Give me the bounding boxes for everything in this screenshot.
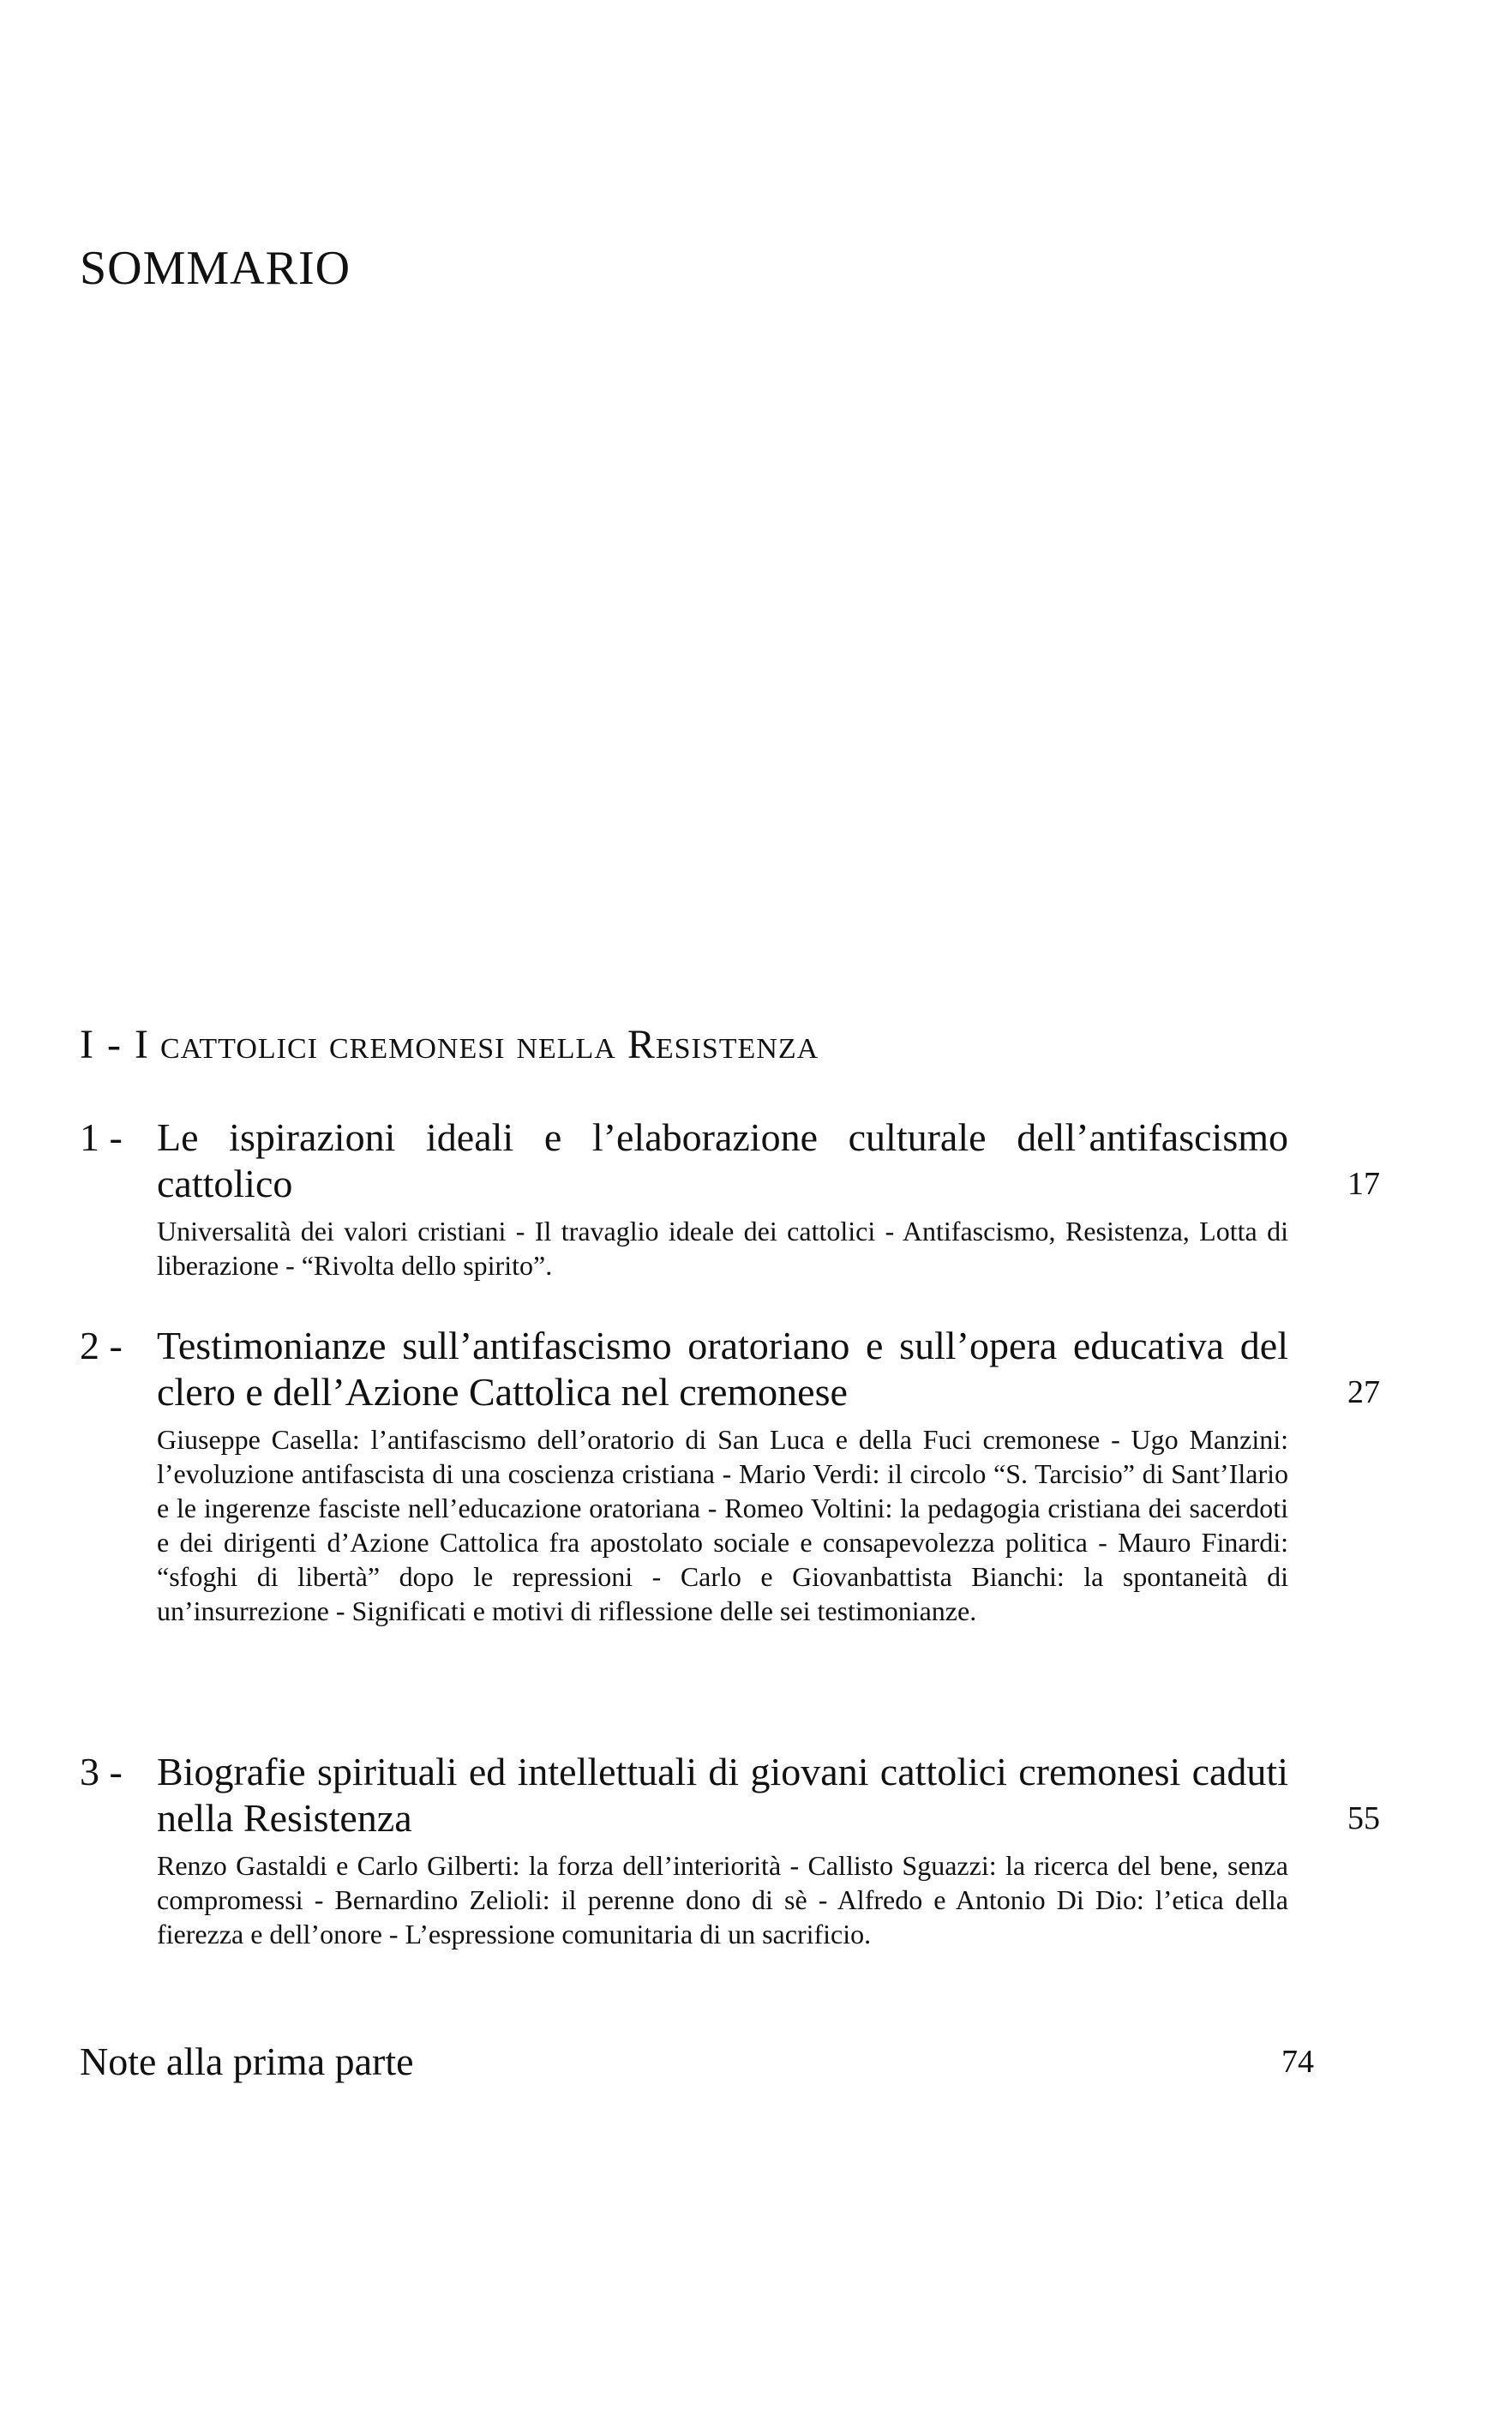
entry-page-number: 55 bbox=[1347, 1800, 1380, 1836]
entry-description: Universalità dei valori cristiani - Il travaglio ideale dei cattolici - Antifascismo, Resistenza, Lotta di liberazione - “Rivolta dello spirito”. bbox=[157, 1216, 1288, 1281]
entry-body bbox=[157, 1323, 1380, 1628]
notes-label: Note alla prima parte bbox=[80, 2040, 414, 2083]
entry-title-text: Biografie spirituali ed intellettuali di giovani cattolici cremonesi caduti nella Resistenza bbox=[157, 1750, 1288, 1840]
entry-description: Giuseppe Casella: l’antifascismo dell’oratorio di San Luca e della Fuci cremonese - Ugo Manzini: l’evoluzione antifascista di una coscienza cristiana - Mario Verdi: il circolo “S. Tarcisio” di Sant’Ilario e le ingerenze fasciste nell’educazione oratoriana - Romeo Voltini: la pedagogia cristiana dei sacerdoti e dei dirigenti d’Azione Cattolica fra apostolato sociale e consapevolezza politica - Mauro Finardi: “sfoghi di libertà” dopo le repressioni - Carlo e Giovanbattista Bianchi: la spontaneità di un’insurrezione - Significati e motivi di riflessione delle sei testimonianze. bbox=[157, 1424, 1288, 1626]
part-separator: - bbox=[106, 1022, 121, 1067]
entry-page-number: 27 bbox=[1347, 1374, 1380, 1410]
entry-body bbox=[157, 1749, 1380, 1951]
entry-number: 3 - bbox=[80, 1750, 123, 1793]
notes-page-number: 74 bbox=[1281, 2044, 1314, 2080]
entry-title-text: Le ispirazioni ideali e l’elaborazione culturale dell’antifascismo cattolico bbox=[157, 1115, 1288, 1205]
part-title: I cattolici cremonesi nella Resistenza bbox=[134, 1022, 819, 1067]
entry-number: 2 - bbox=[80, 1324, 123, 1367]
entry-title-text: Testimonianze sull’antifascismo oratoriano e sull’opera educativa del clero e dell’Azione Cattolica nel cremonese bbox=[157, 1324, 1288, 1414]
page-title: SOMMARIO bbox=[80, 242, 351, 295]
entry-page-number: 17 bbox=[1347, 1166, 1380, 1202]
entry-title bbox=[157, 1323, 1380, 1415]
part-heading bbox=[80, 1024, 819, 1066]
entry-number: 1 - bbox=[80, 1115, 123, 1159]
notes-entry bbox=[80, 2039, 1314, 2085]
entry-title bbox=[157, 1749, 1380, 1841]
entry-body bbox=[157, 1114, 1380, 1283]
entry-description: Renzo Gastaldi e Carlo Gilberti: la forza dell’interiorità - Callisto Sguazzi: la ricerca del bene, senza compromessi - Bernardino Zelioli: il perenne dono di sè - Alfredo e Antonio Di Dio: l’etica della fierezza e dell’onore - L’espressione comunitaria di un sacrificio. bbox=[157, 1850, 1288, 1949]
part-number: I bbox=[80, 1022, 93, 1067]
entry-title bbox=[157, 1114, 1380, 1207]
